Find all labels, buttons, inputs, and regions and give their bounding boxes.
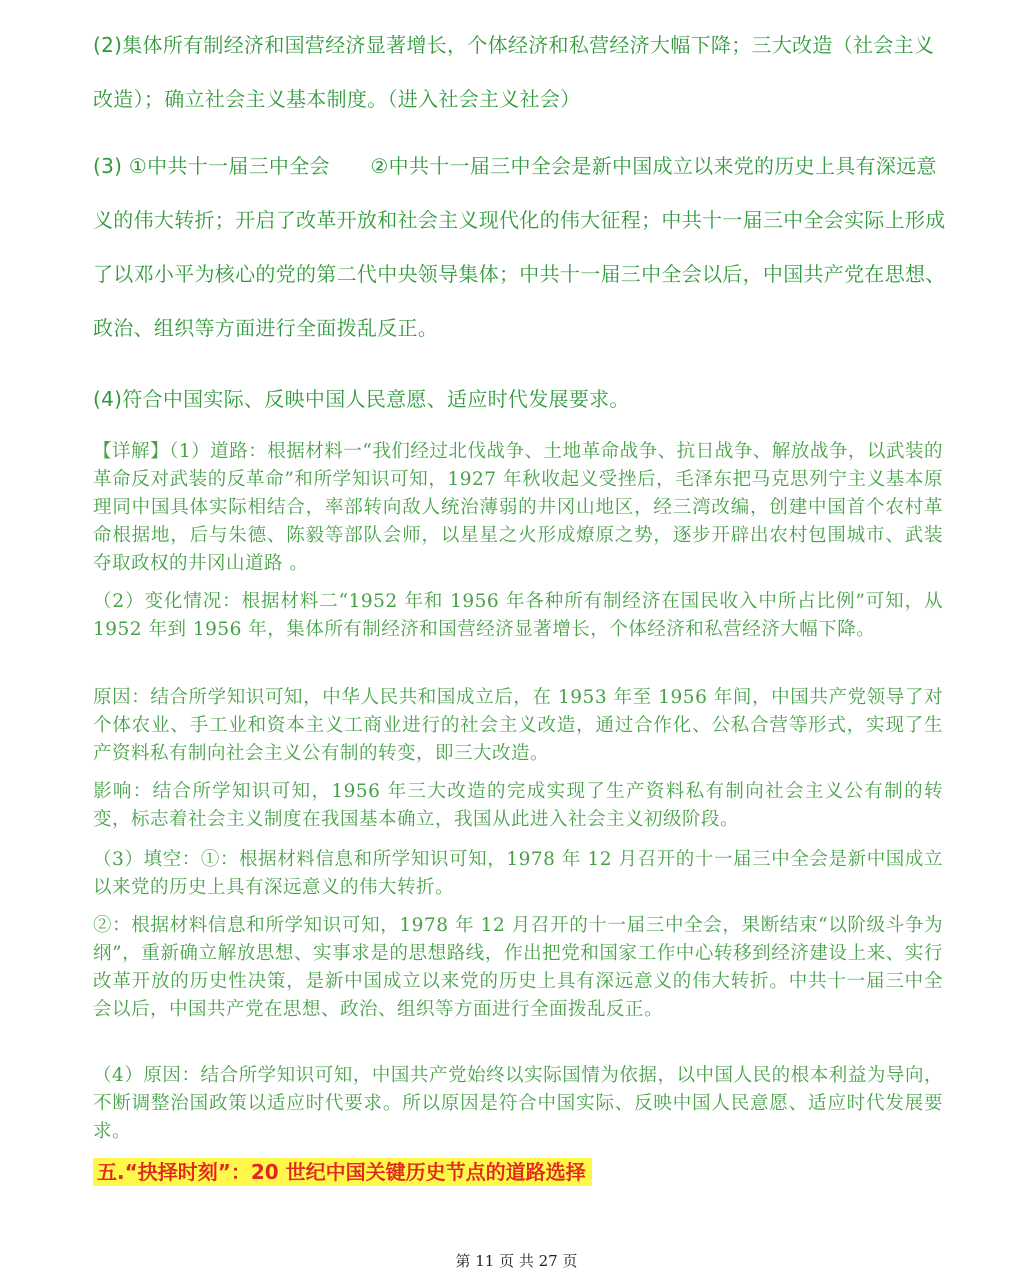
answer-2: (2)集体所有制经济和国营经济显著增长，个体经济和私营经济大幅下降；三大改造（社会主义改造）；确立社会主义基本制度。（进入社会主义社会） [93, 33, 935, 111]
explanation-paragraph-2: （2）变化情况：根据材料二“1952 年和 1956 年各种所有制经济在国民收入中所占比例”可知，从 1952 年到 1956 年，集体所有制经济和国营经济显著增长，个体经济和私营经济大幅下降。 [93, 591, 943, 640]
explanation-paragraph-5: （3）填空：①：根据材料信息和所学知识可知，1978 年 12 月召开的十一届三中全会是新中国成立以来党的历史上具有深远意义的伟大转折。 [93, 849, 943, 898]
answer-3: (3) ①中共十一届三中全会 ②中共十一届三中全会是新中国成立以来党的历史上具有深远意义的伟大转折；开启了改革开放和社会主义现代化的伟大征程；中共十一届三中全会实际上形成了以邓小平为核心的党的第二代中央领导集体；中共十一届三中全会以后，中国共产党在思想、政治、组织等方面进行全面拨乱反正。 [93, 154, 946, 340]
explanation-paragraph-4: 影响：结合所学知识可知，1956 年三大改造的完成实现了生产资料私有制向社会主义公有制的转变，标志着社会主义制度在我国基本确立，我国从此进入社会主义初级阶段。 [93, 781, 943, 830]
explanation-paragraph-7: （4）原因：结合所学知识可知，中国共产党始终以实际国情为依据，以中国人民的根本利益为导向，不断调整治国政策以适应时代要求。所以原因是符合中国实际、反映中国人民意愿、适应时代发展要求。 [93, 1065, 943, 1142]
explanation-paragraph-6: ②：根据材料信息和所学知识可知，1978 年 12 月召开的十一届三中全会，果断结束“以阶级斗争为纲”，重新确立解放思想、实事求是的思想路线，作出把党和国家工作中心转移到经济建设上来、实行改革开放的历史性决策，是新中国成立以来党的历史上具有深远意义的伟大转折。中共十一届三中全会以后，中国共产党在思想、政治、组织等方面进行全面拨乱反正。 [93, 915, 943, 1020]
page-number-footer: 第 11 页 共 27 页 [455, 1252, 578, 1270]
explanation-paragraph-1: 【详解】（1）道路：根据材料一“我们经过北伐战争、土地革命战争、抗日战争、解放战争，以武装的革命反对武装的反革命”和所学知识可知，1927 年秋收起义受挫后，毛泽东把马克思列宁主义基本原理同中国具体实际相结合，率部转向敌人统治薄弱的井冈山地区，经三湾改编，创建中国首个农村革命根据地，后与朱德、陈毅等部队会师，以星星之火形成燎原之势，逐步开辟出农村包围城市、武装夺取政权的井冈山道路 。 [93, 441, 943, 574]
answer-4: (4)符合中国实际、反映中国人民意愿、适应时代发展要求。 [93, 387, 630, 411]
explanation-paragraph-3: 原因：结合所学知识可知，中华人民共和国成立后，在 1953 年至 1956 年间，中国共产党领导了对个体农业、手工业和资本主义工商业进行的社会主义改造，通过合作化、公私合营等形式，实现了生产资料私有制向社会主义公有制的转变，即三大改造。 [93, 687, 943, 764]
section-heading: 五.“抉择时刻”：20 世纪中国关键历史节点的道路选择 [93, 1158, 592, 1186]
